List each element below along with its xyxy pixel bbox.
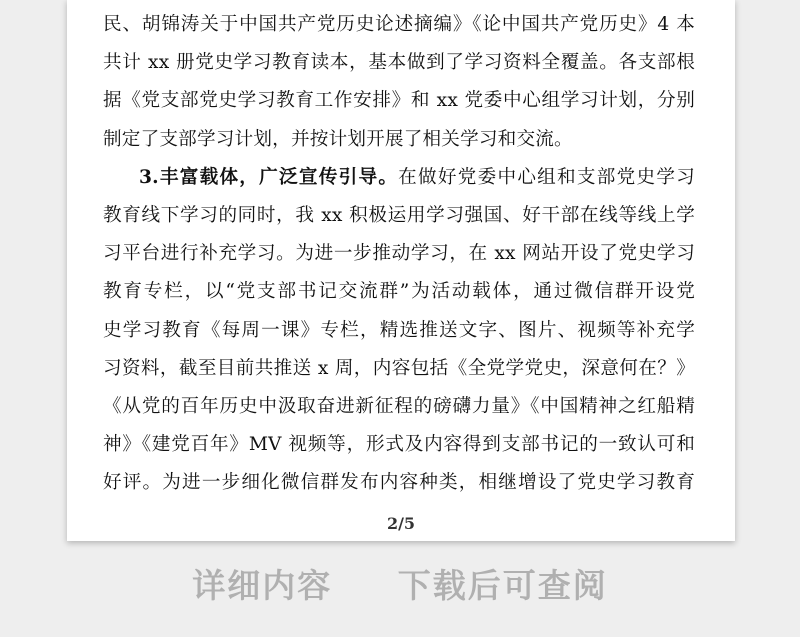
text-line: 据《党支部党史学习教育工作安排》和 xx 党委中心组学习计划，分别: [103, 90, 695, 112]
document-page: [67, 0, 735, 541]
download-prompt: [0, 560, 800, 610]
text-line: 教育专栏，以“党支部书记交流群”为活动载体，通过微信群开设党: [103, 281, 695, 303]
text-line: 好评。为进一步细化微信群发布内容种类，相继增设了党史学习教育: [103, 472, 695, 494]
detail-label: 详细内容: [192, 566, 333, 605]
text-line: 习资料，截至目前共推送 x 周，内容包括《全党学党史，深意何在？》: [103, 357, 695, 379]
text-line: 共计 xx 册党史学习教育读本，基本做到了学习资料全覆盖。各支部根: [103, 52, 695, 74]
text-line: 制定了支部学习计划，并按计划开展了相关学习和交流。: [103, 128, 573, 150]
text-line-rest: 在做好党委中心组和支部党史学习: [398, 166, 695, 188]
text-line: 习平台进行补充学习。为进一步推动学习，在 xx 网站开设了党史学习: [103, 243, 695, 265]
download-label: 下载后可查阅: [397, 566, 608, 605]
text-line-heading: [103, 159, 695, 197]
text-line: 教育线下学习的同时，我 xx 积极运用学习强国、好干部在线等线上学: [103, 204, 695, 226]
text-line: 《从党的百年历史中汲取奋进新征程的磅礴力量》《中国精神之红船精: [103, 395, 695, 417]
page-number: 2/5: [386, 514, 416, 533]
text-line: 史学习教育《每周一课》专栏，精选推送文字、图片、视频等补充学: [103, 319, 695, 341]
section-heading: 3.丰富载体，广泛宣传引导。: [139, 166, 399, 188]
document-body: [103, 6, 695, 502]
text-line: 神》《建党百年》MV 视频等，形式及内容得到支部书记的一致认可和: [103, 434, 695, 456]
text-line: 民、胡锦涛关于中国共产党历史论述摘编》《论中国共产党历史》4 本: [103, 14, 695, 35]
